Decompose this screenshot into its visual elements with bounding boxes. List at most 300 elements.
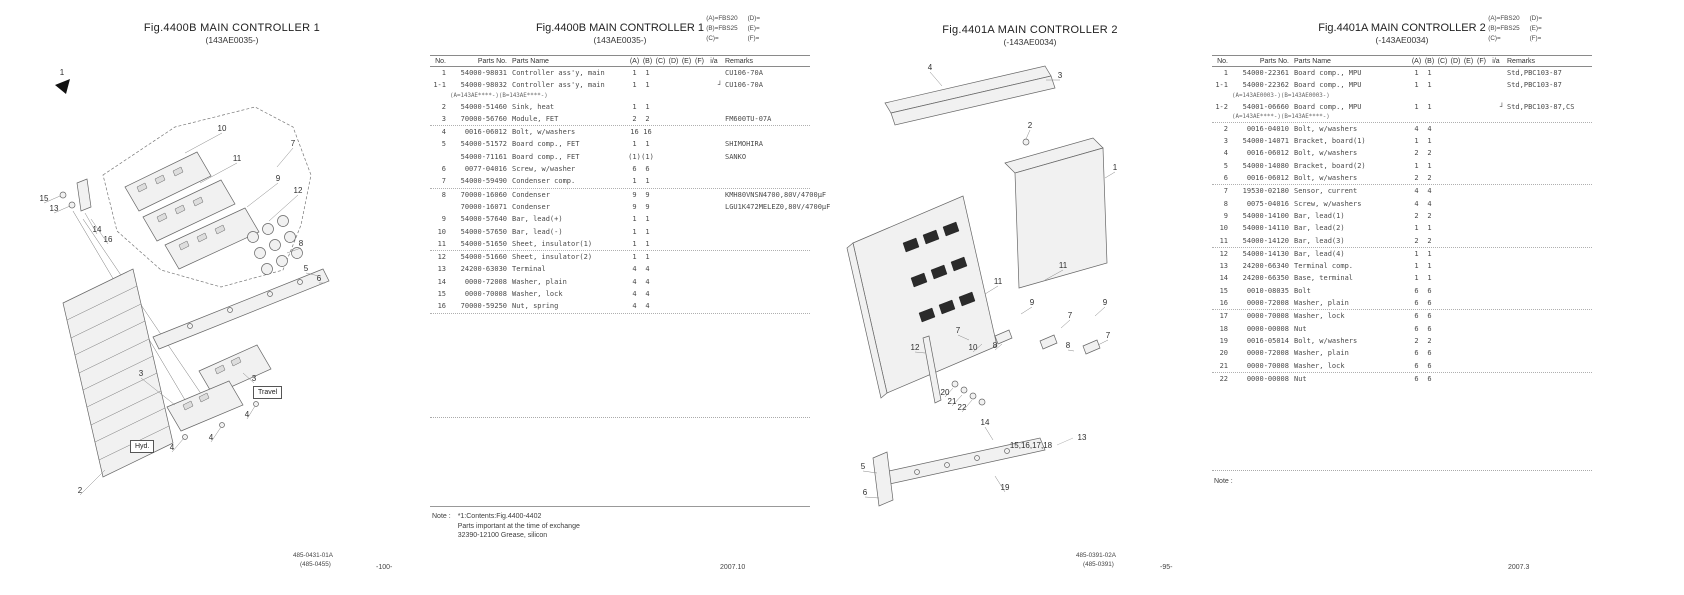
cell-qty-a: 4 <box>632 302 637 311</box>
cell-parts-name: Board comp., FET <box>512 140 580 149</box>
cell-parts-name: Controller ass'y, main <box>512 69 605 77</box>
col-header-ia: i/a <box>710 57 718 65</box>
cell-parts-name: Washer, lock <box>1294 361 1345 370</box>
callout-label: 7 <box>1067 311 1073 320</box>
doc-number: 485-0431-01A <box>293 552 333 559</box>
col-header-no: No. <box>1217 57 1228 65</box>
cell-no: 17 <box>1219 312 1228 321</box>
cell-parts-name: Screw, w/washers <box>1294 199 1362 208</box>
cell-parts-no: 54000-51660 <box>460 253 507 262</box>
cell-qty-b: 9 <box>645 202 650 211</box>
cell-parts-no: 0000-00008 <box>1246 324 1289 333</box>
cell-parts-no: 0016-06012 <box>1246 174 1289 183</box>
cell-remarks: FM600TU-07A <box>725 114 772 123</box>
doc-number-alt: (485-0455) <box>300 560 331 568</box>
cell-qty-b: 2 <box>1427 211 1432 220</box>
callout-label: 3 <box>251 374 257 383</box>
cell-no: 10 <box>1219 224 1228 233</box>
cell-qty-b: 1 <box>645 253 650 262</box>
cell-no: 7 <box>1223 187 1228 196</box>
cell-qty-a: 6 <box>1414 374 1419 383</box>
cell-qty-a: 1 <box>1414 161 1419 170</box>
cell-qty-b: 1 <box>1427 137 1432 146</box>
col-header-qty-f: (F) <box>695 57 704 65</box>
cell-parts-name: Bar, lead(-) <box>512 227 563 236</box>
col-header-qty-a: (A) <box>1411 57 1422 65</box>
cell-parts-name: Bracket, board(1) <box>1294 137 1366 146</box>
cell-qty-a: 1 <box>1414 224 1419 233</box>
cell-qty-b: 16 <box>643 128 652 137</box>
cell-qty-b: 6 <box>1427 374 1432 383</box>
footer-date-1: 2007.10 <box>720 564 746 571</box>
cell-no: 16 <box>1219 299 1228 308</box>
cell-qty-a: 4 <box>632 277 637 286</box>
cell-qty-b: 1 <box>645 215 650 224</box>
callout-label: 8 <box>992 341 998 350</box>
cell-no: 18 <box>1219 324 1228 333</box>
callout-leader-line <box>1021 307 1032 314</box>
cell-qty-a: (1) <box>628 152 641 161</box>
table-row <box>430 201 831 213</box>
callout-label: 2 <box>1027 121 1033 130</box>
col-header-parts-name: Parts Name <box>512 57 549 65</box>
table-row <box>1212 248 1592 260</box>
callout-label: 9 <box>1029 298 1035 307</box>
callout-label: 5 <box>860 462 866 471</box>
cell-no: 3 <box>441 114 446 123</box>
cell-qty-a: 6 <box>1414 312 1419 321</box>
main-board-plate <box>847 196 997 398</box>
table-row <box>1212 285 1592 297</box>
footer-page-number-2: -95- <box>1160 564 1173 571</box>
exploded-diagram-main-controller-2 <box>845 48 1215 528</box>
cell-qty-a: 1 <box>632 177 637 186</box>
callout-label: 6 <box>316 274 322 283</box>
cell-parts-no: 0077-04016 <box>464 165 507 174</box>
cell-parts-no: 70000-56760 <box>460 114 507 123</box>
cell-qty-a: 1 <box>1414 249 1419 258</box>
cell-qty-b: 1 <box>1427 102 1432 111</box>
footer-date-2: 2007.3 <box>1508 564 1530 571</box>
cell-applicability-note: (A=143AE****-)(B=143AE****-) <box>450 92 548 99</box>
note-label: Note : <box>432 513 451 520</box>
callout-label: 10 <box>968 343 978 352</box>
callout-label: 3 <box>1057 71 1063 80</box>
cell-qty-a: 1 <box>1414 81 1419 90</box>
col-header-qty-d: (D) <box>1450 57 1461 65</box>
table-row <box>430 163 810 175</box>
cell-remarks: LGU1K472MELEZ0,80V/4700µF <box>725 202 831 211</box>
callout-label: 14 <box>92 225 102 234</box>
cell-parts-no: 24200-66350 <box>1242 274 1289 283</box>
callout-label: 11 <box>1058 261 1068 270</box>
table-row <box>1212 135 1592 147</box>
cell-no: 4 <box>1223 149 1228 158</box>
cell-parts-no: 0000-70008 <box>464 290 507 299</box>
table-row <box>430 67 810 79</box>
cell-no: 19 <box>1219 336 1228 345</box>
parts-table-1 <box>430 15 831 314</box>
table-row <box>430 238 810 251</box>
table-row <box>430 288 810 300</box>
callout-label: 2 <box>77 486 83 495</box>
callout-leader-line <box>1026 130 1030 139</box>
current-sensors <box>992 330 1100 354</box>
col-header-qty-d: (D) <box>668 57 679 65</box>
callout-label: 11 <box>232 154 242 163</box>
cell-parts-no: 54000-14100 <box>1242 211 1289 220</box>
cell-remarks: SANKO <box>725 152 747 161</box>
cell-parts-no: 0016-05014 <box>1246 336 1289 345</box>
col-header-qty-b: (B) <box>1424 57 1435 65</box>
diagram-2-subtitle: (-143AE0034) <box>1003 37 1057 47</box>
cell-qty-a: 2 <box>1414 336 1419 345</box>
callout-label: 20 <box>940 388 950 397</box>
cell-parts-no: 0075-04016 <box>1246 199 1289 208</box>
note-1 <box>432 513 580 542</box>
cell-qty-b: 6 <box>1427 312 1432 321</box>
table-row <box>430 276 810 288</box>
cell-parts-no: 0010-08035 <box>1246 286 1289 295</box>
cell-parts-no: 54000-71161 <box>460 152 507 161</box>
cell-no: 11 <box>1219 236 1228 245</box>
cell-qty-a: 2 <box>1414 211 1419 220</box>
cell-qty-b: 1 <box>1427 262 1432 271</box>
note-2 <box>1214 478 1233 485</box>
callout-leader-line <box>277 148 293 167</box>
cell-parts-name: Controller ass'y, main <box>512 81 605 90</box>
heatsink <box>63 269 173 477</box>
cell-parts-name: Sensor, current <box>1294 187 1358 196</box>
legend-e: (E)= <box>747 25 760 32</box>
cell-no: 1 <box>1223 69 1228 77</box>
cell-qty-a: 6 <box>1414 286 1419 295</box>
callout-label: 7 <box>290 139 296 148</box>
cell-no: 10 <box>437 227 446 236</box>
cell-parts-no: 70000-16071 <box>460 202 507 211</box>
cell-parts-no: 54000-22361 <box>1242 69 1289 77</box>
cell-qty-a: 1 <box>1414 137 1419 146</box>
cell-qty-a: 4 <box>1414 187 1419 196</box>
col-header-qty-c: (C) <box>1437 57 1448 65</box>
cell-parts-name: Sheet, insulator(1) <box>512 239 593 248</box>
cell-parts-name: Board comp., MPU <box>1294 81 1362 90</box>
cell-parts-name: Bolt <box>1294 286 1311 295</box>
cell-parts-name: Washer, plain <box>512 277 567 286</box>
model-legend <box>1488 14 1542 44</box>
cell-no: 3 <box>1223 137 1228 146</box>
table-row <box>1212 172 1592 185</box>
cell-parts-name: Condenser <box>512 202 550 211</box>
cell-qty-b: 4 <box>645 265 650 274</box>
table-1-subtitle: (143AE0035-) <box>593 35 647 45</box>
cell-parts-name: Bracket, board(2) <box>1294 161 1366 170</box>
cell-qty-b: 1 <box>1427 249 1432 258</box>
cell-ia-mark: ┘ <box>717 81 722 90</box>
table-row <box>430 79 810 91</box>
cell-qty-a: 1 <box>632 239 637 248</box>
cell-remarks: Std,PBC103-87 <box>1507 69 1562 77</box>
callout-label: 15,16,17,18 <box>1009 441 1053 450</box>
diagram-2-title-text: Fig.4401A MAIN CONTROLLER 2 <box>942 24 1118 36</box>
table-row <box>1212 323 1592 335</box>
cell-ia-mark: ┘ <box>1499 102 1504 111</box>
cell-remarks: CU106-70A <box>725 81 763 90</box>
cell-parts-no: 19530-02180 <box>1242 187 1289 196</box>
table-row <box>430 175 810 188</box>
cell-no: 13 <box>1219 262 1228 271</box>
callout-label: 1 <box>1112 163 1118 172</box>
cell-qty-a: 6 <box>632 165 637 174</box>
cell-parts-no: 0000-72008 <box>1246 299 1289 308</box>
table-row <box>1212 210 1592 222</box>
diagram-1-title-text: Fig.4400B MAIN CONTROLLER 1 <box>143 22 321 34</box>
cell-qty-b: 6 <box>1427 299 1432 308</box>
cell-parts-no: 54001-06660 <box>1242 102 1289 111</box>
cell-qty-b: 1 <box>645 140 650 149</box>
callout-label: 16 <box>103 235 113 244</box>
cell-qty-a: 2 <box>1414 236 1419 245</box>
cell-parts-no: 54000-98031 <box>460 69 507 77</box>
table-row <box>1212 373 1592 385</box>
table-row <box>1212 101 1592 113</box>
cell-qty-a: 1 <box>632 81 637 90</box>
callout-label: 22 <box>957 403 967 412</box>
cell-parts-no: 54000-14071 <box>1242 137 1289 146</box>
cell-parts-name: Washer, lock <box>1294 312 1345 321</box>
cell-parts-name: Condenser comp. <box>512 177 576 186</box>
callout-label: 7 <box>955 326 961 335</box>
cell-parts-name: Bar, lead(3) <box>1294 236 1345 245</box>
cell-parts-no: 24200-63030 <box>460 265 507 274</box>
cell-no: 1-1 <box>1215 81 1228 90</box>
cell-no: 9 <box>1223 211 1228 220</box>
doc-number: 485-0391-02A <box>1076 552 1116 559</box>
cell-qty-a: 1 <box>632 102 637 111</box>
cell-no: 8 <box>1223 199 1228 208</box>
legend-d: (D)= <box>747 15 760 22</box>
capacitors <box>248 216 303 275</box>
cell-parts-no: 54000-14110 <box>1242 224 1289 233</box>
legend-c: (C)= <box>706 35 719 42</box>
cell-remarks: Std,PBC103-87,CS <box>1507 102 1575 111</box>
callout-label: 4 <box>208 433 214 442</box>
cell-no: 1-2 <box>1215 102 1228 111</box>
cell-parts-name: Module, FET <box>512 114 559 123</box>
cell-qty-a: 9 <box>632 202 637 211</box>
cell-parts-name: Washer, plain <box>1294 349 1349 358</box>
table-subnote-row <box>1212 113 1592 123</box>
table-2-header <box>1212 55 1592 67</box>
cell-no: 11 <box>437 239 446 248</box>
table-1-body <box>430 67 831 314</box>
cell-qty-a: 4 <box>632 290 637 299</box>
cell-no: 15 <box>437 290 446 299</box>
cell-qty-b: 1 <box>1427 224 1432 233</box>
cell-qty-a: 2 <box>1414 174 1419 183</box>
cell-parts-no: 0000-70008 <box>1246 361 1289 370</box>
callout-label: 12 <box>293 186 303 195</box>
cell-qty-a: 6 <box>1414 299 1419 308</box>
footer-doc-number-2 <box>1076 552 1116 569</box>
callout-label: 3 <box>138 369 144 378</box>
cell-qty-a: 2 <box>632 114 637 123</box>
cell-qty-a: 1 <box>632 227 637 236</box>
callout-leader-line <box>865 497 879 498</box>
cell-qty-a: 2 <box>1414 149 1419 158</box>
cell-parts-name: Washer, plain <box>1294 299 1349 308</box>
table-row <box>430 189 827 201</box>
cell-parts-no: 0000-72008 <box>1246 349 1289 358</box>
table-row <box>430 126 810 138</box>
table-row <box>430 101 810 113</box>
cell-qty-a: 4 <box>1414 124 1419 133</box>
cell-parts-no: 54000-22362 <box>1242 81 1289 90</box>
footer-page-number-1: -100- <box>376 564 393 571</box>
legend-f: (F)= <box>747 35 760 42</box>
legend-a: (A)=FBS20 <box>1488 15 1520 22</box>
col-header-qty-a: (A) <box>629 57 640 65</box>
group-bracket-line <box>1057 438 1073 445</box>
cell-parts-name: Condenser <box>512 190 550 199</box>
table-subnote-row <box>430 92 810 101</box>
table-row <box>430 138 810 150</box>
cell-qty-a: 1 <box>632 140 637 149</box>
cell-qty-a: 4 <box>632 265 637 274</box>
parts-table-2 <box>1212 16 1592 385</box>
travel-label: Travel <box>253 386 282 399</box>
note-label: Note : <box>1214 478 1233 485</box>
cell-qty-b: 6 <box>1427 286 1432 295</box>
cell-no: 21 <box>1219 361 1228 370</box>
cell-parts-no: 54000-14120 <box>1242 236 1289 245</box>
cell-qty-b: 1 <box>645 102 650 111</box>
diagram-1-title <box>62 22 402 45</box>
cell-qty-b: 2 <box>645 114 650 123</box>
callout-label: 4 <box>927 63 933 72</box>
table-row <box>430 213 810 225</box>
table-row <box>1212 297 1592 310</box>
cell-parts-name: Nut <box>1294 374 1307 383</box>
legend-b: (B)=FBS25 <box>706 25 738 32</box>
legend-e: (E)= <box>1529 25 1542 32</box>
callout-leader-line <box>77 470 105 495</box>
table-row <box>430 263 810 275</box>
cell-parts-name: Bar, lead(1) <box>1294 211 1345 220</box>
table-row <box>430 300 810 313</box>
col-header-qty-e: (E) <box>681 57 692 65</box>
cell-remarks: CU106-70A <box>725 69 763 77</box>
table-row <box>1212 198 1592 210</box>
cell-no: 15 <box>1219 286 1228 295</box>
cell-parts-name: Bar, lead(2) <box>1294 224 1345 233</box>
note-line-1: *1:Contents:Fig.4400-4402 <box>457 513 542 520</box>
table-2-title-text: Fig.4401A MAIN CONTROLLER 2 <box>1318 22 1486 34</box>
cell-qty-a: 6 <box>1414 324 1419 333</box>
cell-no: 6 <box>441 165 446 174</box>
cell-qty-b: 1 <box>645 239 650 248</box>
cell-parts-name: Nut <box>1294 324 1307 333</box>
cell-qty-a: 1 <box>1414 102 1419 111</box>
col-header-remarks: Remarks <box>725 57 754 65</box>
table-2-subtitle: (-143AE0034) <box>1375 35 1429 45</box>
cell-no: 2 <box>441 102 446 111</box>
cell-qty-b: 2 <box>1427 236 1432 245</box>
cell-qty-b: 4 <box>1427 187 1432 196</box>
col-header-parts-name: Parts Name <box>1294 57 1331 65</box>
cell-parts-name: Bolt, w/washers <box>512 128 576 137</box>
cell-parts-name: Bolt, w/washers <box>1294 336 1358 345</box>
col-header-qty-f: (F) <box>1477 57 1486 65</box>
cell-no: 14 <box>1219 274 1228 283</box>
callout-leader-line <box>1105 172 1115 178</box>
callout-label: 7 <box>1105 331 1111 340</box>
cell-qty-b: 6 <box>645 165 650 174</box>
table-row <box>430 151 810 163</box>
cell-qty-b: 2 <box>1427 149 1432 158</box>
cell-parts-no: 54000-14130 <box>1242 249 1289 258</box>
callout-label: 13 <box>49 204 59 213</box>
cell-qty-a: 1 <box>632 69 637 77</box>
callout-label: 9 <box>275 174 281 183</box>
cell-qty-b: 4 <box>645 277 650 286</box>
callout-leader-line <box>985 427 993 440</box>
col-header-remarks: Remarks <box>1507 57 1536 65</box>
table-row <box>1212 360 1592 373</box>
washers-cluster <box>952 381 985 405</box>
exploded-diagram-main-controller-1 <box>25 55 425 515</box>
pointer-arrow-icon <box>55 79 70 94</box>
cell-qty-b: 1 <box>1427 69 1432 77</box>
cell-no: 1 <box>441 69 446 77</box>
cell-no: 7 <box>441 177 446 186</box>
model-legend <box>706 14 760 44</box>
cell-parts-name: Nut, spring <box>512 302 559 311</box>
callout-leader-line <box>1061 320 1070 328</box>
note-2-rule <box>1212 470 1592 471</box>
callout-leader-line <box>1098 340 1108 345</box>
cell-qty-b: 6 <box>1427 349 1432 358</box>
cell-qty-a: 1 <box>1414 262 1419 271</box>
cell-remarks: Std,PBC103-87 <box>1507 81 1562 90</box>
callout-label: 21 <box>947 397 957 406</box>
callout-label: 12 <box>910 343 920 352</box>
cell-parts-no: 54000-51650 <box>460 239 507 248</box>
cell-qty-a: 1 <box>1414 274 1419 283</box>
cell-parts-name: Sink, heat <box>512 102 555 111</box>
cell-applicability-note: (A=143AE****-)(B=143AE****-) <box>1232 113 1330 120</box>
cell-no: 5 <box>1223 161 1228 170</box>
table-1-title-text: Fig.4400B MAIN CONTROLLER 1 <box>535 22 705 34</box>
table-row <box>1212 67 1592 79</box>
cell-no: 1-1 <box>433 81 446 90</box>
callout-leader-line <box>185 133 222 153</box>
callout-label: 5 <box>303 264 309 273</box>
cell-qty-b: 1 <box>645 227 650 236</box>
table-row <box>430 251 810 263</box>
cell-qty-a: 1 <box>632 253 637 262</box>
table-row <box>1212 272 1592 284</box>
cell-no: 8 <box>441 190 446 199</box>
cell-parts-name: Bolt, w/washers <box>1294 124 1358 133</box>
callout-label: 8 <box>1065 341 1071 350</box>
cell-qty-b: 1 <box>1427 81 1432 90</box>
cell-parts-no: 70000-16060 <box>460 190 507 199</box>
cell-qty-a: 4 <box>1414 199 1419 208</box>
cell-no: 20 <box>1219 349 1228 358</box>
col-header-qty-e: (E) <box>1463 57 1474 65</box>
callout-label: 8 <box>298 239 304 248</box>
